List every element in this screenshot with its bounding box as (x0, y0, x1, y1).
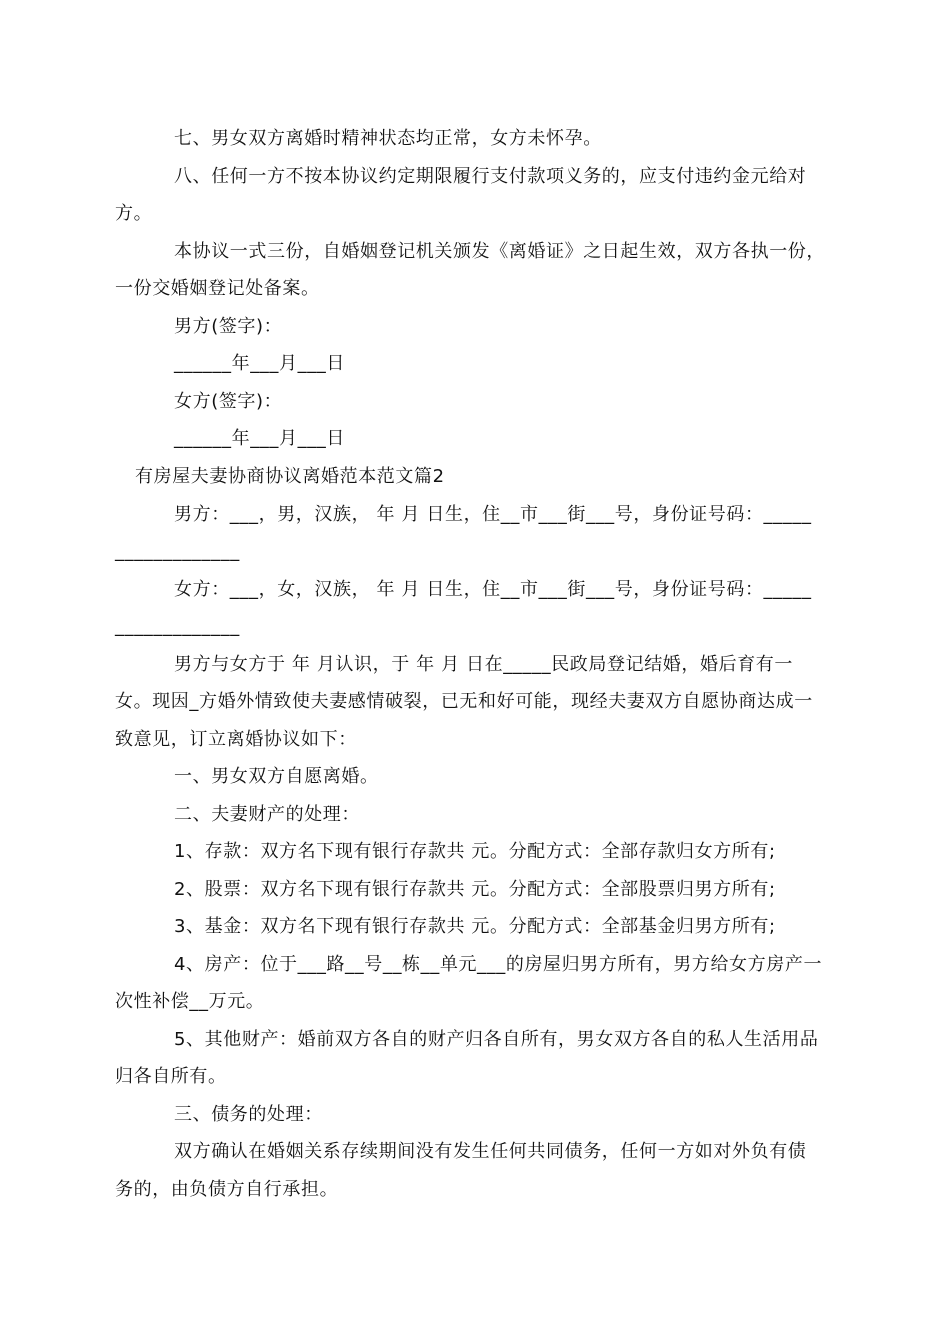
article-1: 一、男女双方自愿离婚。 (174, 766, 379, 787)
female-id-blank: _____________ (115, 616, 240, 637)
clause-8-line-1: 八、任何一方不按本协议约定期限履行支付款项义务的，应支付违约金元给对 (174, 166, 807, 187)
property-deposit: 1、存款：双方名下现有银行存款共 元。分配方式：全部存款归女方所有; (174, 841, 776, 862)
debt-line-2: 务的，由负债方自行承担。 (115, 1179, 339, 1200)
male-id-blank: _____________ (115, 541, 240, 562)
property-house-line-2: 次性补偿__万元。 (115, 991, 265, 1012)
clause-8-line-2: 方。 (115, 203, 153, 224)
debt-line-1: 双方确认在婚姻关系存续期间没有发生任何共同债务，任何一方如对外负有债 (174, 1141, 807, 1162)
validity-line-1: 本协议一式三份，自婚姻登记机关颁发《离婚证》之日起生效，双方各执一份， (174, 241, 825, 262)
property-other-line-2: 归各自所有。 (115, 1066, 227, 1087)
background-line-3: 致意见，订立离婚协议如下： (115, 729, 357, 750)
female-signature-date: ______年___月___日 (174, 428, 345, 449)
male-signature-label: 男方(签字)： (174, 316, 283, 337)
article-3-heading: 三、债务的处理： (174, 1104, 323, 1125)
background-line-2: 女。现因_方婚外情致使夫妻感情破裂，已无和好可能，现经夫妻双方自愿协商达成一 (115, 691, 813, 712)
article-2-heading: 二、夫妻财产的处理： (174, 804, 360, 825)
section-title: 有房屋夫妻协商协议离婚范本范文篇2 (135, 466, 445, 487)
validity-line-2: 一份交婚姻登记处备案。 (115, 278, 320, 299)
property-house-line-1: 4、房产：位于___路__号__栋__单元___的房屋归男方所有，男方给女方房产一 (174, 954, 823, 975)
male-party-info: 男方：___，男，汉族， 年 月 日生，住__市___街___号，身份证号码：_____ (174, 504, 812, 525)
female-party-info: 女方：___，女，汉族， 年 月 日生，住__市___街___号，身份证号码：_____ (174, 579, 812, 600)
clause-7: 七、男女双方离婚时精神状态均正常，女方未怀孕。 (174, 128, 602, 149)
female-signature-label: 女方(签字)： (174, 391, 283, 412)
property-other-line-1: 5、其他财产：婚前双方各自的财产归各自所有，男女双方各自的私人生活用品 (174, 1029, 819, 1050)
property-stocks: 2、股票：双方名下现有银行存款共 元。分配方式：全部股票归男方所有; (174, 879, 776, 900)
background-line-1: 男方与女方于 年 月认识，于 年 月 日在_____民政局登记结婚，婚后育有一 (174, 654, 794, 675)
property-funds: 3、基金：双方名下现有银行存款共 元。分配方式：全部基金归男方所有; (174, 916, 776, 937)
male-signature-date: ______年___月___日 (174, 353, 345, 374)
